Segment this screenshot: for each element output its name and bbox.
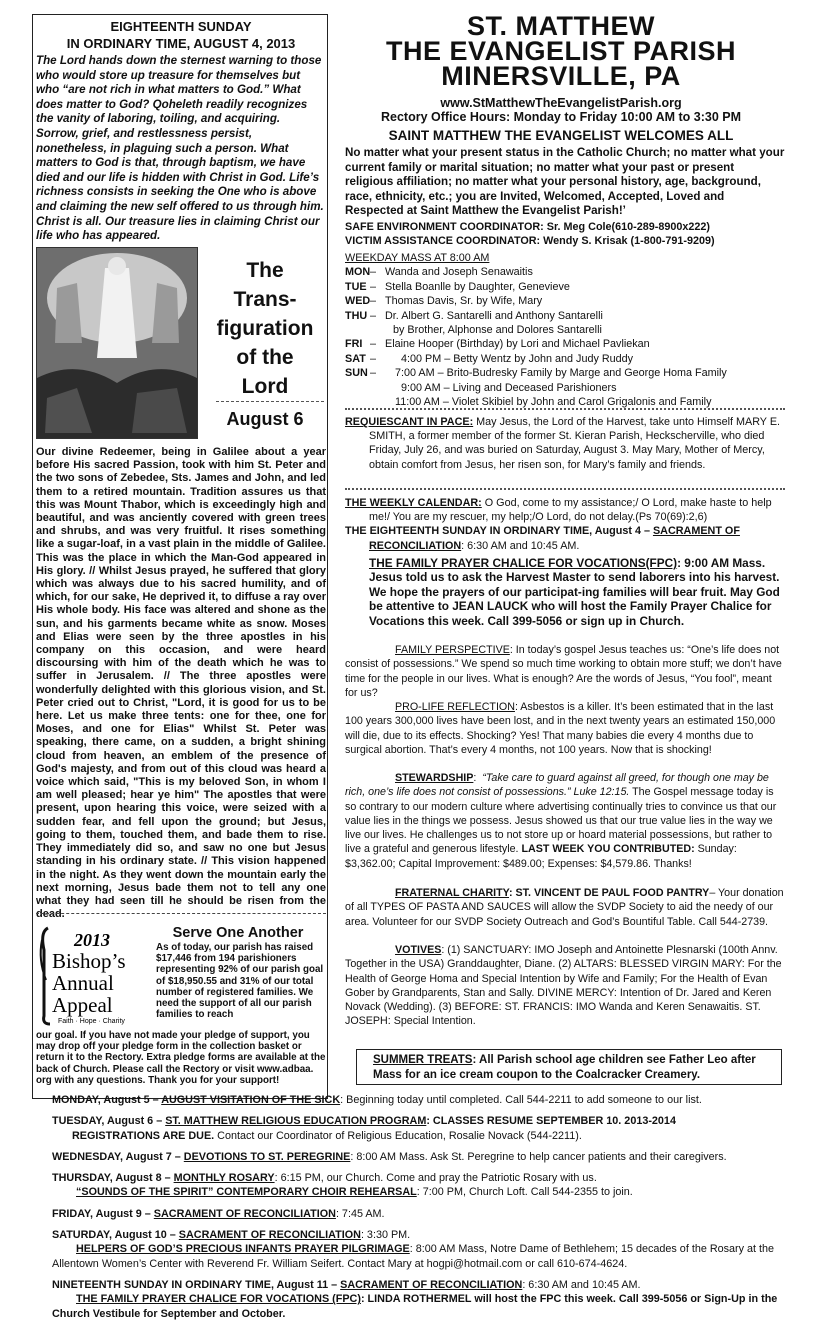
calendar-label: THE WEEKLY CALENDAR: [345,497,482,509]
tuesday-label: TUESDAY, August 6 – [52,1115,166,1128]
stewardship: STEWARDSHIP: “Take care to guard against all greed, for though one may be rich, one’s life does not consist of possessions.” Luke 12:15. The Gospel message today is so contrary to our modern culture where advertising continually tries to convince us that our value lies in the things we possess. Jesus showed us that our true value lies in the way we live our lives. He challenges us to not store up or hoard material possessions, but rather to live a grateful and generous lifestyle. LAST WEEK YOU CONTRIBUTED: Sunday: $3,362.00; Capital Improvement: $489.00; Expenses: $4,579.86. Thanks! [345,772,777,870]
weekly-schedule [52,1093,792,1328]
mass-row [345,366,785,380]
appeal-logo-year: 2013 [74,930,110,950]
mass-intention: 7:00 AM – Brito-Budresky Family by Marge and George Homa Family [395,367,727,380]
mass-dash: – [370,266,377,279]
appeal-logo-line-2: Annual [52,971,114,995]
wednesday-entry [52,1150,792,1164]
welcome-title: SAINT MATTHEW THE EVANGELIST WELCOMES ALL [388,128,734,143]
thursday-entry [52,1171,792,1200]
mass-intention: Wanda and Joseph Senawaitis [385,266,533,279]
appeal-text: As of today, our parish has raised $17,446 from 194 parishioners representing 92% of our parish goal of $18,950.55 and 31% of our total number of registered families. We need the support of all our parish families to reach [156,942,324,1021]
mass-heading: WEEKDAY MASS AT 8:00 AM [345,252,490,264]
family-perspective [345,643,785,700]
stewardship-quote: “Take care to guard against all greed, for though one may be rich, one’s life does not consist of possessions.” Luke 12:15. [345,772,769,799]
fpc-label: THE FAMILY PRAYER CHALICE FOR VOCATIONS(FPC) [369,556,678,570]
coordinators [345,220,785,248]
choir-rehearsal: “SOUNDS OF THE SPIRIT” CONTEMPORARY CHOIR REHEARSAL [76,1186,417,1199]
family-perspective-text: : In today’s gospel Jesus teaches us: “One’s life does not consist of possessions.” We spend so much time working to obtain more stuff; we don’t have time for the people in our lives. What is enough? Are the words of Jesus, “You fool”, meant for us? [345,644,782,699]
calendar-text: O God, come to my assistance;/ O Lord, make haste to help me!/ You are my rescuer, my help;/O Lord, do not delay.(Ps 70(69):2,6) [369,497,772,524]
mass-day: THU [345,309,368,322]
thursday-event: MONTHLY ROSARY [173,1172,275,1185]
tuesday-text: : CLASSES RESUME SEPTEMBER 10. 2013-2014 [426,1115,676,1128]
saturday-event: SACRAMENT OF RECONCILIATION [178,1229,361,1242]
next-sunday-event: SACRAMENT OF RECONCILIATION [340,1278,523,1291]
next-fpc-text: : LINDA ROTHERMEL will host the FPC this week. Call 399-5056 or Sign-Up in the Church Vestibule for September and October. [52,1293,778,1320]
wednesday-text: : 8:00 AM Mass. Ask St. Peregrine to help cancer patients and their caregivers. [350,1150,727,1163]
friday-label: FRIDAY, August 9 – [52,1207,154,1220]
pro-life-reflection [345,700,785,757]
mass-intention: Thomas Davis, Sr. by Wife, Mary [385,295,543,308]
sunday-reflection: The Lord hands down the sternest warning to those who would store up treasure for themselves but who “are not rich in what matters to God.” What does matter to God? Qoheleth readily recognizes the vanity of laboring, toiling, and acquiring. Sorrow, grief, and restlessness persist, nonetheless, in plaguing such a person. What matters to God is that, through baptism, we have died and our life is hidden with Christ in God. Life’s richness consists in seeking the One who is above and claiming the new self offered to us through him. Christ is all. Our treasure lies in claiming Christ our life who has appeared. [36,54,324,243]
next-sunday-text: : 6:30 AM and 10:45 AM. [522,1278,641,1291]
appeal-logo-line-1: Bishop’s [52,949,126,973]
left-divider [36,913,326,914]
parish-website-link[interactable]: www.StMatthewTheEvangelistParish.org [440,96,682,110]
mass-row [345,323,785,337]
transfiguration-title-line-5: Lord [241,375,289,398]
office-hours: Rectory Office Hours: Monday to Friday 10:00 AM to 3:30 PM [380,110,742,124]
monday-text: : Beginning today until completed. Call 544-2211 to add someone to our list. [340,1094,702,1106]
votives-label: VOTIVES [395,944,442,956]
next-fpc: THE FAMILY PRAYER CHALICE FOR VOCATIONS (FPC) [76,1293,361,1306]
tuesday-contact: Contact our Coordinator of Religious Education, Rosalie Novack (544-2211). [214,1129,582,1142]
requiescat-notice [345,415,785,472]
mass-row [345,280,785,294]
friday-text: : 7:45 AM. [335,1207,385,1220]
sunday-title-line-2: IN ORDINARY TIME, AUGUST 4, 2013 [66,36,296,51]
parish-name-line-3: MINERSVILLE, PA [441,61,681,91]
mass-day: MON [345,266,371,279]
mass-dash: – [370,338,377,351]
mass-intention: Stella Boanlle by Daughter, Genevieve [385,280,570,293]
parish-name-line-2: THE EVANGELIST PARISH [385,36,737,66]
stewardship-text: The Gospel message today is so contrary to our modern culture where advertising continually tries to convince us that our value lies in the things we possess. Jesus showed us that our true value lies in the way we live our lives. He challenges us to not store up or hoard material possessions, but rather to live a grateful and generous lifestyle. [345,786,777,856]
summer-treats-label: SUMMER TREATS [373,1054,473,1066]
monday-label: MONDAY, August 5 – [52,1094,162,1106]
mass-day: WED [345,295,371,308]
mass-intention: 9:00 AM – Living and Deceased Parishioners [401,381,617,394]
mass-day: SUN [345,367,368,380]
sunday-title [36,18,326,52]
tuesday-entry [52,1114,792,1143]
wednesday-label: WEDNESDAY, August 7 – [52,1150,184,1163]
transfiguration-title-line-2: Trans- [233,288,297,311]
appeal-text-continued: our goal. If you have not made your pledge of support, you may drop off your pledge form in the collection basket or return it to the Rectory. Extra pledge forms are available at the back of Church. Please call the Rectory or visit www.adbaa. org with any questions. Thank you for your support! [36,1030,326,1086]
transfiguration-image [36,247,198,439]
prayer-pilgrimage: HELPERS OF GOD’S PRECIOUS INFANTS PRAYER PILGRIMAGE [76,1243,410,1256]
stewardship-label: STEWARDSHIP [395,772,474,784]
mass-day: SAT [345,352,366,365]
thursday-label: THURSDAY, August 8 – [52,1172,174,1185]
next-sunday-label: NINETEENTH SUNDAY IN ORDINARY TIME, August 11 – [52,1278,341,1291]
requiescat-label: REQUIESCANT IN PACE: [345,416,474,428]
transfiguration-title [202,256,328,401]
transfiguration-story: Our divine Redeemer, being in Galilee about a year before His sacred Passion, took with him St. Peter and the two sons of Zebedee, Sts. James and John, and led them to a retired mountain. Tradition assures us that this was Mount Thabor, which is exceedingly high and beautiful, and was anciently covered with green trees and shrubs, and was very fruitful. It rises something like a sugar-loaf, in a vast plain in the middle of Galilee. This was the place in which the Man-God appeared in His glory. // Whilst Jesus prayed, he suffered that glory which was always due to his sacred humility, and of which, for our sake, He deprived it, to diffuse a ray over His whole body. His face was altered and shone as the sun, and his garments became white as snow. Moses and Elias were seen by the three apostles in his company on this occasion, and were heard discoursing with him of the death which he was to suffer in Jerusalem. // The three apostles were wonderfully delighted with this glorious vision, and St. Peter cried out to Christ, "Lord, it is good for us to be here. Let us make three tents: one for thee, one for Moses, and one for Elias" Whilst St. Peter was speaking, there came, on a sudden, a bright shining cloud from heaven, an emblem of the presence of God's majesty, and from out of this cloud was heard a voice which said, "This is my beloved Son, in whom I am well pleased; hear ye him" The apostles that were present, upon hearing this voice, were seized with a sudden fear, and fell upon the ground; but Jesus, going to them, touched them, and bade them to rise. They immediately did so, and saw no one but Jesus standing in his ordinary state. // This vision happened in the night. As they went down the mountain early the next morning, Jesus bade them not to tell any one what they had seen till he should be risen from the dead. [36,446,326,921]
divider-line [345,488,785,490]
prayer-pilgrimage-text: : 8:00 AM Mass, Notre Dame of Bethlehem; 15 decades of the Rosary at the Allentown Women’s Center with Reverend Fr. William Seifert. Contact Mary at hogpi@hotmail.com or call 610-674-4624. [52,1243,775,1270]
saturday-label: SATURDAY, August 10 – [52,1229,179,1242]
transfiguration-title-line-4: of the [236,346,294,369]
summer-treats-box [356,1049,782,1085]
appeal-logo-tagline: Faith · Hope · Charity [58,1018,125,1025]
weekly-calendar [345,496,785,553]
saturday-text: : 3:30 PM. [360,1229,411,1242]
transfiguration-title-line-3: figuration [216,317,314,340]
mass-row [345,294,785,308]
mass-dash: – [370,309,377,322]
divider-line [345,408,785,410]
mass-dash: – [370,367,377,380]
mass-intention: 4:00 PM – Betty Wentz by John and Judy Ruddy [401,352,634,365]
appeal-title: Serve One Another [172,925,304,941]
saturday-entry [52,1228,792,1271]
welcome-text: No matter what your present status in the Catholic Church; no matter what your current family or marital situation; no matter what your past or present religious affiliation; no matter what your personal history, age, background, race, ethnicity, etc.; you are Invited, Welcomed, Accepted, Loved and Respected at Saint Matthew the Evangelist Parish!’ [345,146,785,217]
sunday-reconciliation-times: : 6:30 AM and 10:45 AM. [461,539,580,552]
mass-dash: – [370,295,377,308]
parish-name-line-1: ST. MATTHEW [467,11,655,41]
tuesday-registrations: REGISTRATIONS ARE DUE. [72,1129,215,1142]
wednesday-event: DEVOTIONS TO ST. PEREGRINE [183,1150,351,1163]
mass-row [345,309,785,323]
bishops-appeal-logo [36,920,150,1028]
fpc-text: : 9:00 AM Mass. Jesus told us to ask the Harvest Master to send laborers into his harvest. We hope the prayers of our participat-ing families will bear fruit. May God be attentive to JEAN LAUCK who will host the Family Prayer Chalice for Vocations this week. Call 399-5056 or sign up in Church. [369,556,780,628]
contribution-amounts: Sunday: $3,362.00; Capital Improvement: $489.00; Expenses: $4,579.86. Thanks! [345,843,737,870]
summer-treats-text: : All Parish school age children see Father Leo after Mass for an ice cream coupon to the Coalcracker Creamery. [373,1054,756,1081]
fraternal-label: FRATERNAL CHARITY [395,887,509,899]
family-prayer-chalice [369,556,785,628]
mass-day: FRI [345,338,363,351]
last-week-label: LAST WEEK YOU CONTRIBUTED: [518,843,695,856]
tuesday-event: ST. MATTHEW RELIGIOUS EDUCATION PROGRAM [165,1115,427,1128]
sunday-label: THE EIGHTEENTH SUNDAY IN ORDINARY TIME, August 4 – [345,525,653,538]
mass-intention: Elaine Hooper (Birthday) by Lori and Michael Pavliekan [385,338,650,351]
mass-intention: by Brother, Alphonse and Dolores Santarelli [393,323,602,336]
sunday-entry [52,1278,792,1321]
monday-event: AUGUST VISITATION OF THE SICK [161,1094,341,1106]
transfiguration-title-line-1: The [246,259,284,282]
choir-rehearsal-text: : 7:00 PM, Church Loft. Call 544-2355 to join. [416,1186,633,1199]
fraternal-charity [345,886,785,929]
mass-dash: – [370,280,377,293]
mass-intention: 11:00 AM – Violet Skibiel by John and Carol Grigalonis and Family [395,395,712,408]
weekday-mass-list [345,251,785,409]
food-pantry: : ST. VINCENT DE PAUL FOOD PANTRY [509,887,710,899]
transfiguration-divider [216,401,324,402]
family-perspective-label: FAMILY PERSPECTIVE [395,644,510,656]
transfiguration-date: August 6 [226,409,304,429]
mass-dash: – [370,352,377,365]
appeal-logo-line-3: Appeal [52,993,113,1017]
parish-name [338,11,784,91]
monday-entry [52,1093,792,1107]
victim-assistance-coordinator: VICTIM ASSISTANCE COORDINATOR: Wendy S. Krisak (1-800-791-9209) [345,235,715,247]
fraternal-text: – Your donation of all TYPES OF PASTA AND SAUCES will allow the SVDP Society to aid the needy of our area. Volunteer for our SVDP Society Outreach and God’s Bountiful Table. Call 544-2739. [345,887,784,928]
mass-day: TUE [345,280,367,293]
friday-entry [52,1207,792,1221]
mass-intention: Dr. Albert G. Santarelli and Anthony Santarelli [385,309,603,322]
pro-life-label: PRO-LIFE REFLECTION [395,701,515,713]
friday-event: SACRAMENT OF RECONCILIATION [153,1207,336,1220]
mass-row [345,265,785,279]
mass-row [345,352,785,366]
requiescat-text: May Jesus, the Lord of the Harvest, take unto Himself MARY E. SMITH, a former member of the former St. Kieran Parish, Heckscherville, who died Friday, July 26, and was buried on Saturday, August 3. May Mary, Mother of Mercy, obtain comfort from Jesus, her risen son, for Mary’s family and friends. [369,416,781,471]
sunday-reconciliation: SACRAMENT OF RECONCILIATION [369,525,740,552]
mass-row [345,337,785,351]
sunday-title-line-1: EIGHTEENTH SUNDAY [110,19,252,34]
mass-row [345,381,785,395]
votives [345,943,785,1029]
votives-text: : (1) SANCTUARY: IMO Joseph and Antoinette Plesnarski (100th Annv. Together in the USA) Granddaughter, Diane. (2) ALTARS: BLESSED VIRGIN MARY: For the Health of George Homa and Special Intention by Wife and Family; For the Health of Evan Gober by Grandparents, Stan and Sally. DIVINE MERCY: Intention of Dr. Jared and Keren Novack (Wedding). (3) BEFORE: ST. FRANCIS: IMO Wanda and Keren Senawaitis. ST. JOSEPH: Special Intention. [345,944,782,1028]
safe-environment-coordinator: SAFE ENVIRONMENT COORDINATOR: Sr. Meg Cole(610-289-8900x222) [345,221,710,233]
thursday-text: : 6:15 PM, our Church. Come and pray the Patriotic Rosary with us. [274,1172,597,1185]
pro-life-text: : Asbestos is a killer. It’s been estimated that in the last 100 years 300,000 lives have been lost, and in the next twenty years an estimated 150,000 will die, due to its effects. Shocking? Yes! That many babies die every 4 months due to surgical abortion. That’s every 4 months, not 100 years. Now that is shocking! [345,701,776,756]
